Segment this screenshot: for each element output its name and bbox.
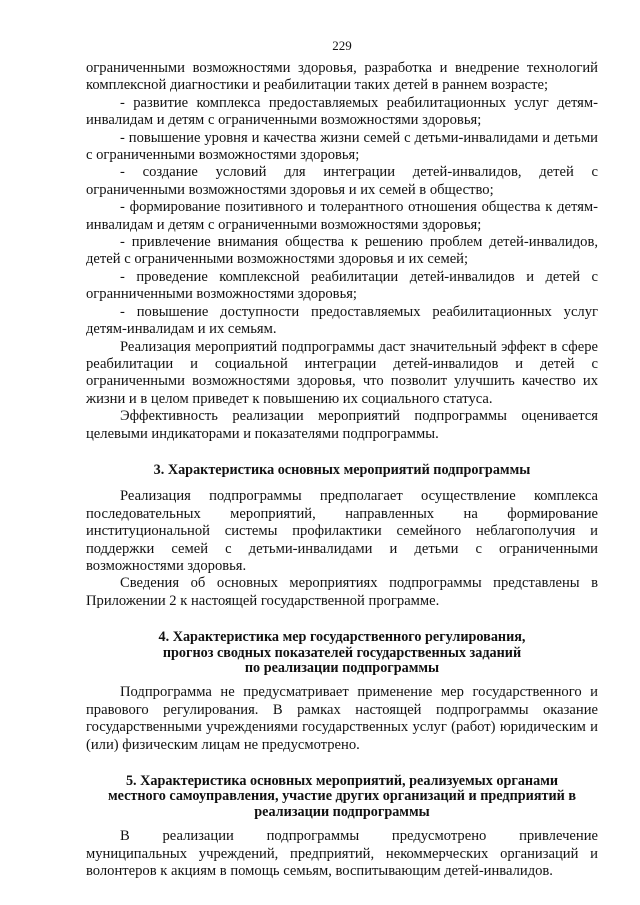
heading-line: местного самоуправления, участие других организаций и предприятий в [107, 788, 577, 805]
list-item: - создание условий для интеграции детей-инвалидов, детей с ограниченными возможностями здоровья и их семей в общество; [86, 164, 598, 198]
section-3-paragraph: Реализация подпрограммы предполагает осуществление комплекса последовательных мероприятий, направленных на формирование институциональной системы профилактики семейного неблагополучия и поддержки семей с детьми-инвалидами и детьми с ограниченными возможностями здоровья. [86, 488, 598, 574]
heading-line: 4. Характеристика мер государственного регулирования, [158, 629, 526, 646]
section-4-heading [86, 630, 598, 676]
section-3-paragraph: Сведения об основных мероприятиях подпрограммы представлены в Приложении 2 к настоящей государственной программе. [86, 575, 598, 609]
heading-line: по реализации подпрограммы [244, 660, 440, 676]
efficiency-paragraph: Эффективность реализации мероприятий подпрограммы оценивается целевыми индикаторами и показателями подпрограммы. [86, 408, 598, 442]
list-item: - проведение комплексной реабилитации детей-инвалидов и детей с огранниченными возможностями здоровья; [86, 268, 598, 303]
list-item: - развитие комплекса предоставляемых реабилитационных услуг детям-инвалидам и детям с ограниченными возможностями здоровья; [86, 94, 598, 129]
effect-paragraph: Реализация мероприятий подпрограммы даст значительный эффект в сфере реабилитации и социальной интеграции детей-инвалидов и детей с ограниченными возможностями здоровья, что позволит улучшить качество их жизни и в целом приведет к повышению их социального статуса. [86, 338, 598, 407]
section-4-paragraph: Подпрограмма не предусматривает применение мер государственного и правового регулирования. В рамках настоящей подпрограммы оказание государственными учреждениями государственных услуг (работ) юридическим и (или) физическим лицам не предусмотрено. [86, 684, 598, 753]
section-5-paragraph: муниципальных учреждений, предприятий, некоммерческих организаций и волонтеров к акциям в помощь семьям, воспитывающим детей-инвалидов. [86, 845, 598, 880]
section-5-heading [86, 774, 598, 820]
document-page [86, 38, 598, 880]
heading-line: 5. Характеристика основных мероприятий, реализуемых органами [125, 773, 559, 790]
intro-lead-paragraph: ограниченными возможностями здоровья, разработка и внедрение технологий комплексной диагностики и реабилитации таких детей в раннем возрасте; [86, 60, 598, 94]
page-number: 229 [332, 38, 352, 53]
list-item: - повышение уровня и качества жизни семей с детьми-инвалидами и детьми с ограниченными возможностями здоровья; [86, 129, 598, 164]
heading-line: прогноз сводных показателей государственных заданий [162, 644, 522, 661]
list-item: - привлечение внимания общества к решению проблем детей-инвалидов, детей с ограниченными возможностями здоровья и их семей; [86, 234, 598, 268]
list-item: - формирование позитивного и толерантного отношения общества к детям-инвалидам и детям с ограниченными возможностями здоровья; [86, 199, 598, 233]
section-3-heading: 3. Характеристика основных мероприятий подпрограммы [153, 461, 531, 478]
heading-line: реализации подпрограммы [254, 803, 430, 820]
list-item: - повышение доступности предоставляемых реабилитационных услуг детям-инвалидам и их семьям. [86, 303, 598, 338]
goals-list [86, 95, 598, 339]
section-5-first-line: В реализации подпрограммы предусмотрено привлечение [120, 828, 598, 845]
